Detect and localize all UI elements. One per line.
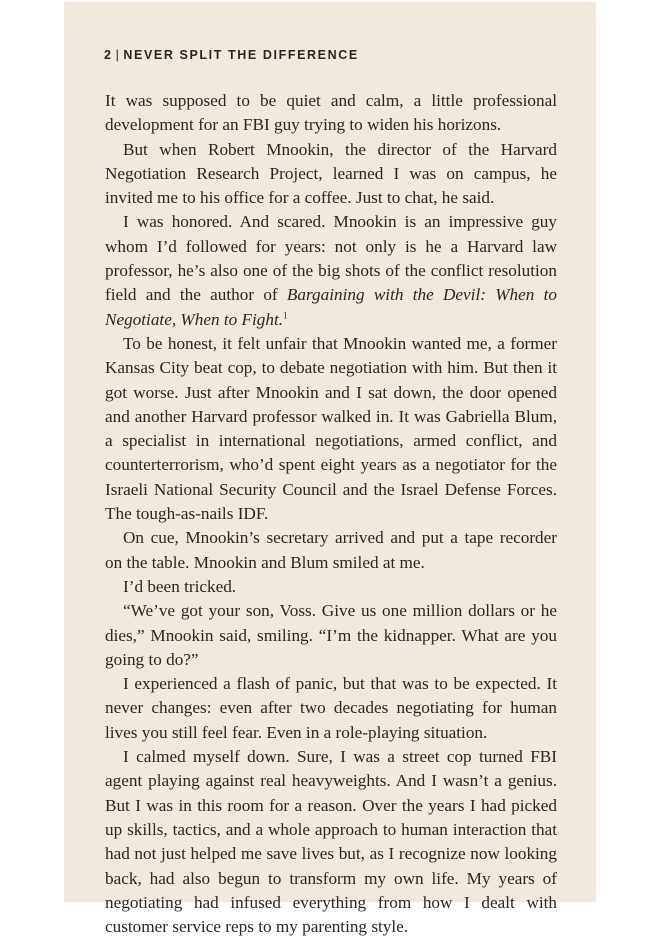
paragraph: I calmed myself down. Sure, I was a street cop turned FBI agent playing against real heavyweights. And I wasn’t a genius. But I was in this room for a reason. Over the years I had picked up skills, tactics, and a whole approach to human interaction that had not just helped me save lives but, as I recognize now looking back, had also begun to transform my own life. My years of negotiating had infused everything from how I dealt with customer service reps to my parenting style.: [105, 747, 557, 937]
page-number: 2: [104, 48, 113, 62]
paragraph: It was supposed to be quiet and calm, a little professional development for an FBI guy trying to widen his horizons.: [105, 91, 557, 135]
paragraph: “We’ve got your son, Voss. Give us one million dollars or he dies,” Mnookin said, smiling. “I’m the kidnapper. What are you going to do?”: [105, 601, 557, 669]
paragraph: But when Robert Mnookin, the director of the Harvard Negotiation Research Project, learned I was on campus, he invited me to his office for a coffee. Just to chat, he said.: [105, 139, 557, 208]
paragraph: To be honest, it felt unfair that Mnookin wanted me, a former Kansas City beat cop, to debate negotiation with him. But then it got worse. Just after Mnookin and I sat down, the door opened and another Harvard professor walked in. It was Gabriella Blum, a specialist in international negotiations, armed conflict, and counterterrorism, who’d spent eight years as a negotiator for the Israeli National Security Council and the Israel Defense Forces. The tough-as-nails IDF.: [105, 333, 557, 524]
book-page: [64, 2, 596, 937]
page-header: [104, 48, 359, 62]
running-title: NEVER SPLIT THE DIFFERENCE: [123, 48, 359, 62]
paragraph: I’d been tricked.: [123, 576, 237, 596]
paragraph-text: I was honored. And scared. Mnookin is an impressive guy whom I’d followed for years: not only is he a Harvard law professor, he’s also one of the big shots of the conflict resolution field and the author of: [105, 212, 557, 305]
paragraph: [105, 210, 557, 331]
book-title: Bargaining with the Devil: When to Negotiate, When to Fight.: [105, 285, 557, 329]
body-text: [105, 89, 557, 939]
footnote-marker: 1: [283, 309, 288, 320]
paragraph: I experienced a flash of panic, but that was to be expected. It never changes: even after two decades negotiating for human lives you still feel fear. Even in a role-playing situation.: [105, 674, 557, 742]
header-separator: |: [115, 48, 121, 62]
paragraph: On cue, Mnookin’s secretary arrived and put a tape recorder on the table. Mnookin and Blum smiled at me.: [105, 528, 557, 572]
